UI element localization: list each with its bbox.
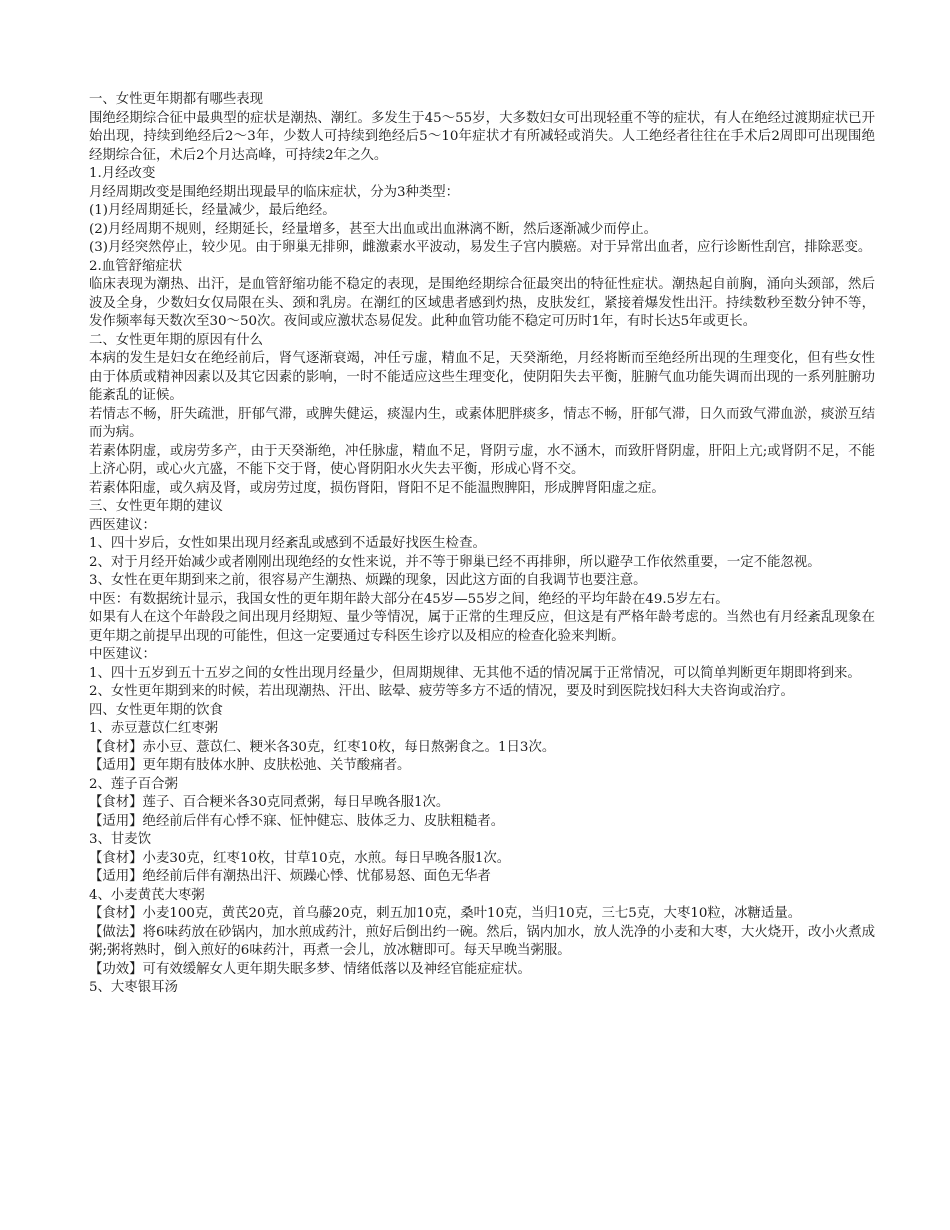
recipe-title: 3、甘麦饮 [89,832,152,847]
recipe-ingredients: 【食材】赤小豆、薏苡仁、粳米各30克，红枣10枚，每日熬粥食之。1日3次。 [89,739,556,755]
recipe-ingredients: 【食材】莲子、百合粳米各30克同煮粥，每日早晚各服1次。 [89,795,450,810]
recipe-ingredients: 【食材】小麦100克，黄芪20克，首乌藤20克，刺五加10克，桑叶10克，当归10克，三七5克，大枣10粒，冰糖适量。 [89,906,802,921]
section-heading-advice: 三、女性更年期的建议 [89,499,223,514]
recipe-title: 2、莲子百合粥 [89,776,178,792]
paragraph: 若情志不畅，肝失疏泄，肝郁气滞，或脾失健运，痰湿内生，或素体肥胖痰多，情志不畅，肝郁气滞，日久而致气滞血淤，痰淤互结而为病。 [89,406,875,440]
recipe-usage: 【适用】更年期有肢体水肿、皮肤松弛、关节酸痛者。 [89,758,411,773]
section-heading-symptoms: 一、女性更年期都有哪些表现 [89,92,264,107]
recipe-usage: 【适用】绝经前后伴有心悸不寐、怔忡健忘、肢体乏力、皮肤粗糙者。 [89,813,505,829]
list-item: 1、四十五岁到五十五岁之间的女性出现月经量少，但周期规律、无其他不适的情况属于正常情况，可以简单判断更年期即将到来。 [89,665,861,681]
list-item: 1、四十岁后，女性如果出现月经紊乱或感到不适最好找医生检查。 [89,536,486,551]
recipe-ingredients: 【食材】小麦30克，红枣10枚，甘草10克，水煎。每日早晚各服1次。 [89,850,511,866]
list-item: 2、女性更年期到来的时候，若出现潮热、汗出、眩晕、疲劳等多方不适的情况，要及时到医院找妇科大夫咨询或治疗。 [89,684,794,699]
list-item: 2、对于月经开始减少或者刚刚出现绝经的女性来说，并不等于卵巢已经不再排卵，所以避孕工作依然重要，一定不能忽视。 [89,554,821,570]
list-item: 3、女性在更年期到来之前，很容易产生潮热、烦躁的现象，因此这方面的自我调节也要注意。 [89,573,647,588]
subheading: 中医建议： [89,647,156,662]
recipe-title: 5、大枣银耳汤 [89,980,178,995]
paragraph: 月经周期改变是围绝经期出现最早的临床症状，分为3种类型： [89,184,460,200]
section-heading-diet: 四、女性更年期的饮食 [89,702,223,718]
paragraph: 若素体阴虚，或房劳多产，由于天癸渐绝，冲任脉虚，精血不足，肾阴亏虚，水不涵木，而致肝肾阴虚，肝阳上亢;或肾阴不足，不能上济心阴，或心火亢盛，不能下交于肾，使心肾阴阳水火失去平衡，形成心肾不交。 [89,443,875,477]
list-item: (2)月经周期不规则，经期延长，经量增多，甚至大出血或出血淋漓不断，然后逐渐减少而停止。 [89,221,657,237]
paragraph: 围绝经期综合征中最典型的症状是潮热、潮红。多发生于45～55岁，大多数妇女可出现轻重不等的症状，有人在绝经过渡期症状已开始出现，持续到绝经后2～3年，少数人可持续到绝经后5～10年症状才有所减轻或消失。人工绝经者往往在手术后2周即可出现围绝经期综合征，术后2个月达高峰，可持续2年之久。 [89,110,875,163]
subheading: 1.月经改变 [89,166,156,181]
recipe-title: 1、赤豆薏苡仁红枣粥 [89,721,219,736]
subheading: 2.血管舒缩症状 [89,258,183,274]
recipe-title: 4、小麦黄芪大枣粥 [89,887,205,903]
paragraph: 中医：有数据统计显示，我国女性的更年期年龄大部分在45岁—55岁之间，绝经的平均年龄在49.5岁左右。 [89,591,729,607]
list-item: (3)月经突然停止，较少见。由于卵巢无排卵，雌激素水平波动，易发生子宫内膜癌。对于异常出血者，应行诊断性刮宫，排除恶变。 [89,240,872,255]
paragraph: 本病的发生是妇女在绝经前后，肾气逐渐衰竭，冲任亏虚，精血不足，天癸渐绝，月经将断而至绝经所出现的生理变化，但有些女性由于体质或精神因素以及其它因素的影响，一时不能适应这些生理变化，使阴阳失去平衡，脏腑气血功能失调而出现的一系列脏腑功能紊乱的证候。 [89,351,875,403]
paragraph: 如果有人在这个年龄段之间出现月经期短、量少等情况，属于正常的生理反应，但这是有严格年龄考虑的。当然也有月经紊乱现象在更年期之前提早出现的可能性，但这一定要通过专科医生诊疗以及相应的检查化验来判断。 [89,610,875,644]
list-item: (1)月经周期延长，经量减少，最后绝经。 [89,203,336,218]
paragraph: 若素体阳虚，或久病及肾，或房劳过度，损伤肾阳，肾阳不足不能温煦脾阳，形成脾肾阳虚之症。 [89,480,665,496]
paragraph: 临床表现为潮热、出汗，是血管舒缩功能不稳定的表现，是围绝经期综合征最突出的特征性症状。潮热起自前胸，涌向头颈部，然后波及全身，少数妇女仅局限在头、颈和乳房。在潮红的区域患者感到灼热，皮肤发红，紧接着爆发性出汗。持续数秒至数分钟不等，发作频率每天数次至30～50次。夜间或应激状态易促发。此种血管功能不稳定可历时1年，有时长达5年或更长。 [89,277,875,329]
subheading: 西医建议： [89,517,156,533]
recipe-usage: 【适用】绝经前后伴有潮热出汗、烦躁心悸、忧郁易怒、面色无华者 [89,869,491,884]
document-body [89,91,875,998]
recipe-effect: 【功效】可有效缓解女人更年期失眠多梦、情绪低落以及神经官能症症状。 [89,961,531,977]
section-heading-causes: 二、女性更年期的原因有什么 [89,332,264,348]
recipe-method: 【做法】将6味药放在砂锅内，加水煎成药汁，煎好后倒出约一碗。然后，锅内加水，放人洗净的小麦和大枣，大火烧开，改小火煮成粥;粥将熟时，倒入煎好的6味药汁，再煮一会儿，放冰糖即可。每天早晚当粥服。 [89,924,875,958]
